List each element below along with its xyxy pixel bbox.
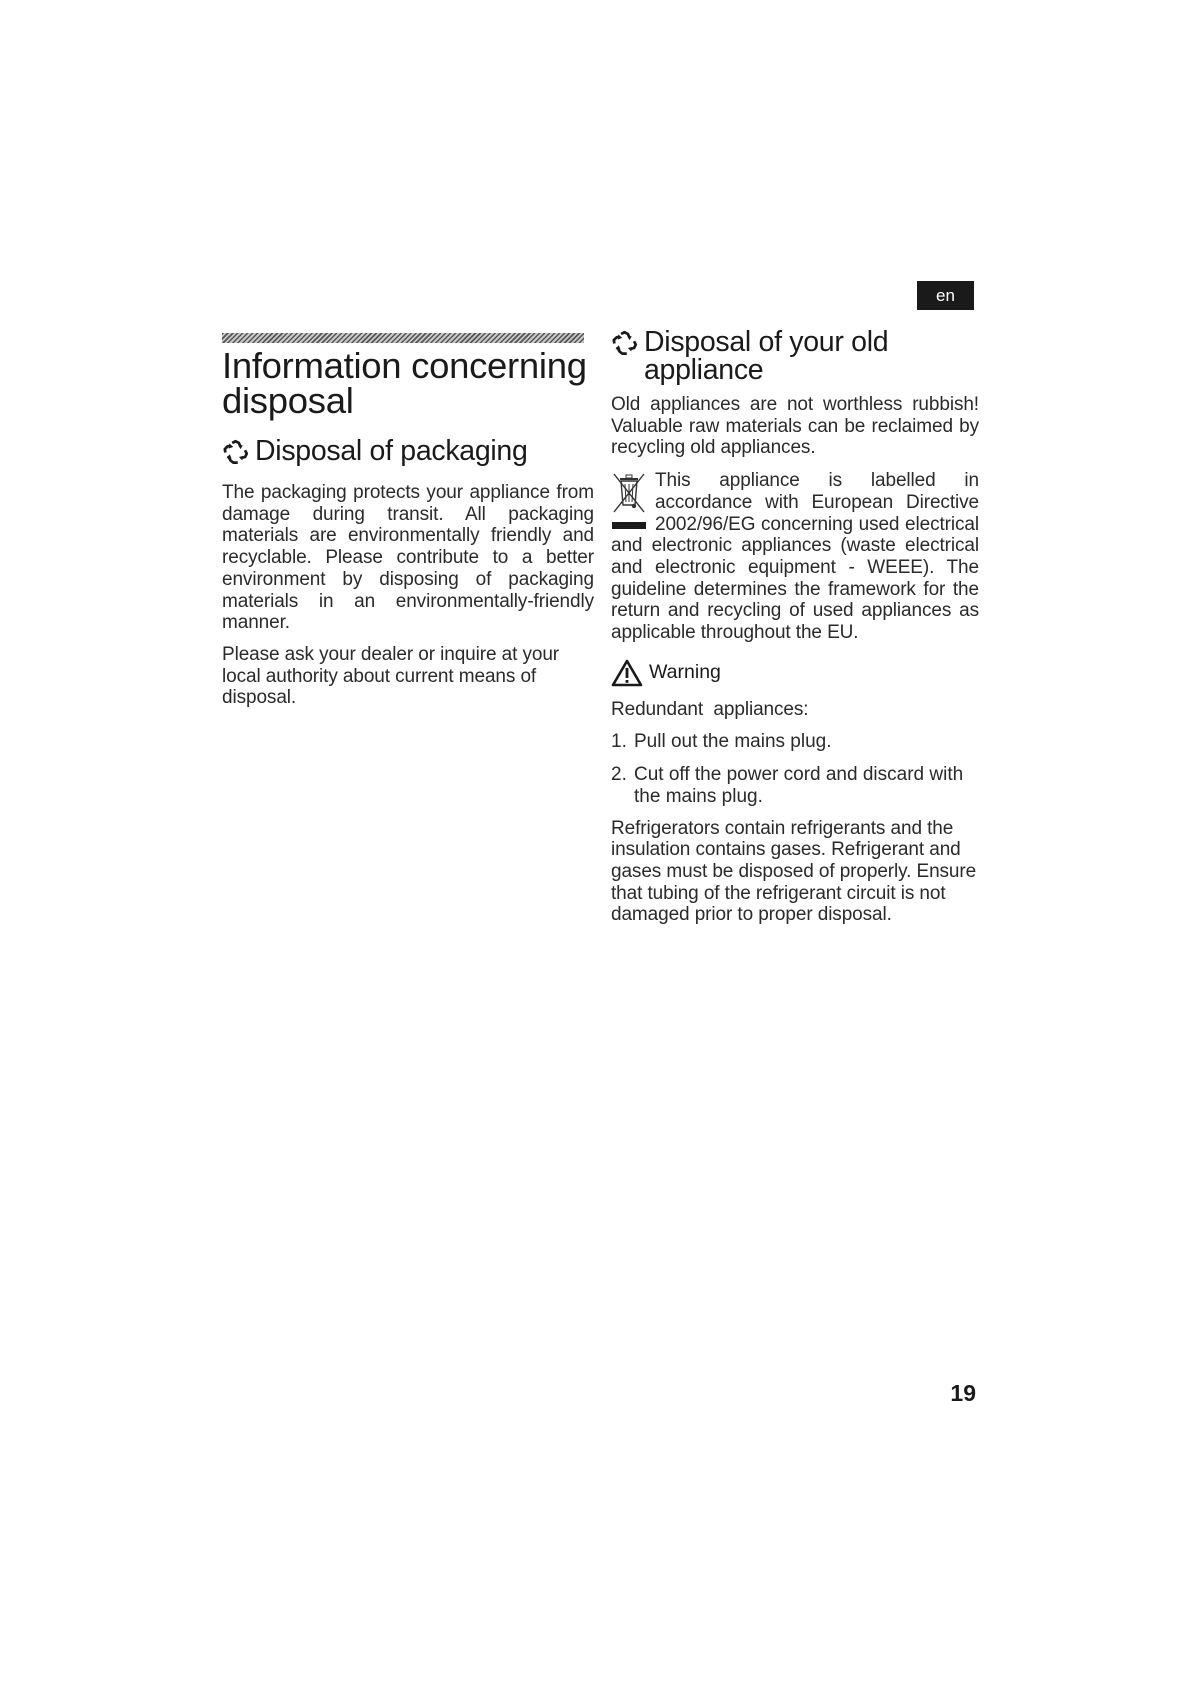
recycle-icon [611,330,638,362]
section-divider-bar [222,333,584,343]
warning-triangle-icon [611,659,643,687]
step-number: 2. [611,764,627,786]
page-title: Information concerning disposal [222,345,587,421]
weee-notice [611,470,979,644]
warning-label: Warning [649,661,721,684]
packaging-heading-text: Disposal of packaging [255,435,528,467]
step-text: Pull out the mains plug. [634,731,832,753]
packaging-heading [222,437,594,471]
warning-intro: Redundant appliances: [611,698,809,720]
page-number: 19 [950,1380,976,1406]
packaging-paragraph-1: The packaging protects your appliance from damage during transit. All packaging materials are environmentally friendly and recyclable. Please contribute to a better environment by disposing of packaging materials in an environmentally-friendly manner. [222,482,594,634]
list-item [611,764,979,807]
old-appliance-heading-text: Disposal of your old appliance [644,326,889,386]
warning-label-row [611,659,979,687]
recycle-icon [222,439,249,471]
packaging-paragraph-2: Please ask your dealer or inquire at your local authority about current means of disposal. [222,643,560,709]
step-text: Cut off the power cord and discard with the mains plug. [634,764,964,807]
weee-text: This appliance is labelled in accordance with European Directive 2002/96/EG concerning used electrical and electronic appliances (waste electrical and electronic equipment - WEEE). The guideline determines the framework for the return and recycling of used appliances as applicable throughout the EU. [611,470,979,644]
list-item [611,731,979,753]
step-number: 1. [611,731,627,753]
old-appliance-heading [611,328,979,384]
crossed-out-wheelie-bin-icon [611,472,647,532]
old-appliance-intro: Old appliances are not worthless rubbish! Valuable raw materials can be reclaimed by recycling old appliances. [611,394,979,459]
warning-steps [611,731,979,807]
warning-closing: Refrigerators contain refrigerants and the insulation contains gases. Refrigerant and gases must be disposed of properly. Ensure that tubing of the refrigerant circuit is not damaged prior to proper disposal. [611,817,977,926]
left-column [222,345,594,709]
right-column [611,328,979,926]
language-badge: en [917,281,974,310]
